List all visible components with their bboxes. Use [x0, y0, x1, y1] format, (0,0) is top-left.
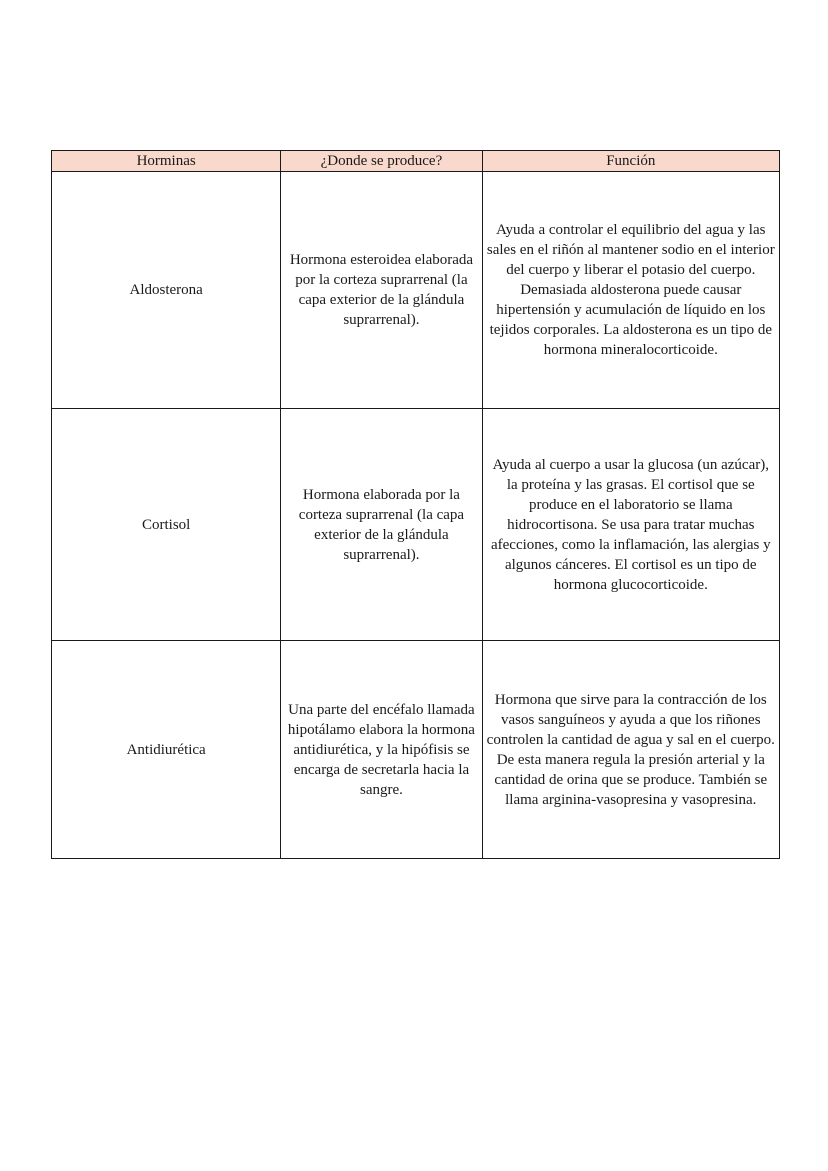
- table-row: [52, 172, 780, 409]
- table-row: [52, 409, 780, 641]
- hormone-name: Antidiurética: [126, 741, 206, 758]
- hormone-name-cell: [52, 409, 281, 641]
- hormone-origin-cell: [281, 641, 482, 859]
- hormone-origin: Hormona esteroidea elaborada por la corteza suprarrenal (la capa exterior de la glándula suprarrenal).: [289, 252, 474, 328]
- header-hormones: Horminas: [52, 151, 281, 172]
- hormone-name-cell: [52, 641, 281, 859]
- hormone-origin-cell: [281, 172, 482, 409]
- hormone-function-cell: [482, 641, 779, 859]
- hormone-table: [51, 150, 780, 859]
- hormone-function: Hormona que sirve para la contracción de los vasos sanguíneos y ayuda a que los riñones controlen la cantidad de agua y sal en el cuerpo. De esta manera regula la presión arterial y la cantidad de orina que se produce. También se llama arginina-vasopresina y vasopresina.: [486, 691, 775, 808]
- hormone-function: Ayuda a controlar el equilibrio del agua y las sales en el riñón al mantener sodio en el interior del cuerpo y liberar el potasio del cuerpo. Demasiada aldosterona puede causar hipertensión y acumulación de líquido en los tejidos corporales. La aldosterona es un tipo de hormona mineralocorticoide.: [486, 222, 775, 358]
- table-header-row: [52, 151, 780, 172]
- header-origin: ¿Donde se produce?: [281, 151, 482, 172]
- header-function: Función: [482, 151, 779, 172]
- table-row: [52, 641, 780, 859]
- hormone-name: Aldosterona: [129, 282, 203, 298]
- hormone-origin: Una parte del encéfalo llamada hipotálamo elabora la hormona antidiurética, y la hipófisis se encarga de secretarla hacia la sangre.: [287, 701, 475, 798]
- hormone-origin-cell: [281, 409, 482, 641]
- hormone-name-cell: [52, 172, 281, 409]
- hormone-function: Ayuda al cuerpo a usar la glucosa (un azúcar), la proteína y las grasas. El cortisol que se produce en el laboratorio se llama hidrocortisona. Se usa para tratar muchas afecciones, como la inflamación, las alergias y algunos cánceres. El cortisol es un tipo de hormona glucocorticoide.: [490, 456, 771, 593]
- hormone-origin: Hormona elaborada por la corteza suprarrenal (la capa exterior de la glándula suprarrenal).: [298, 486, 465, 563]
- hormone-function-cell: [482, 409, 779, 641]
- hormone-function-cell: [482, 172, 779, 409]
- hormone-name: Cortisol: [141, 516, 191, 533]
